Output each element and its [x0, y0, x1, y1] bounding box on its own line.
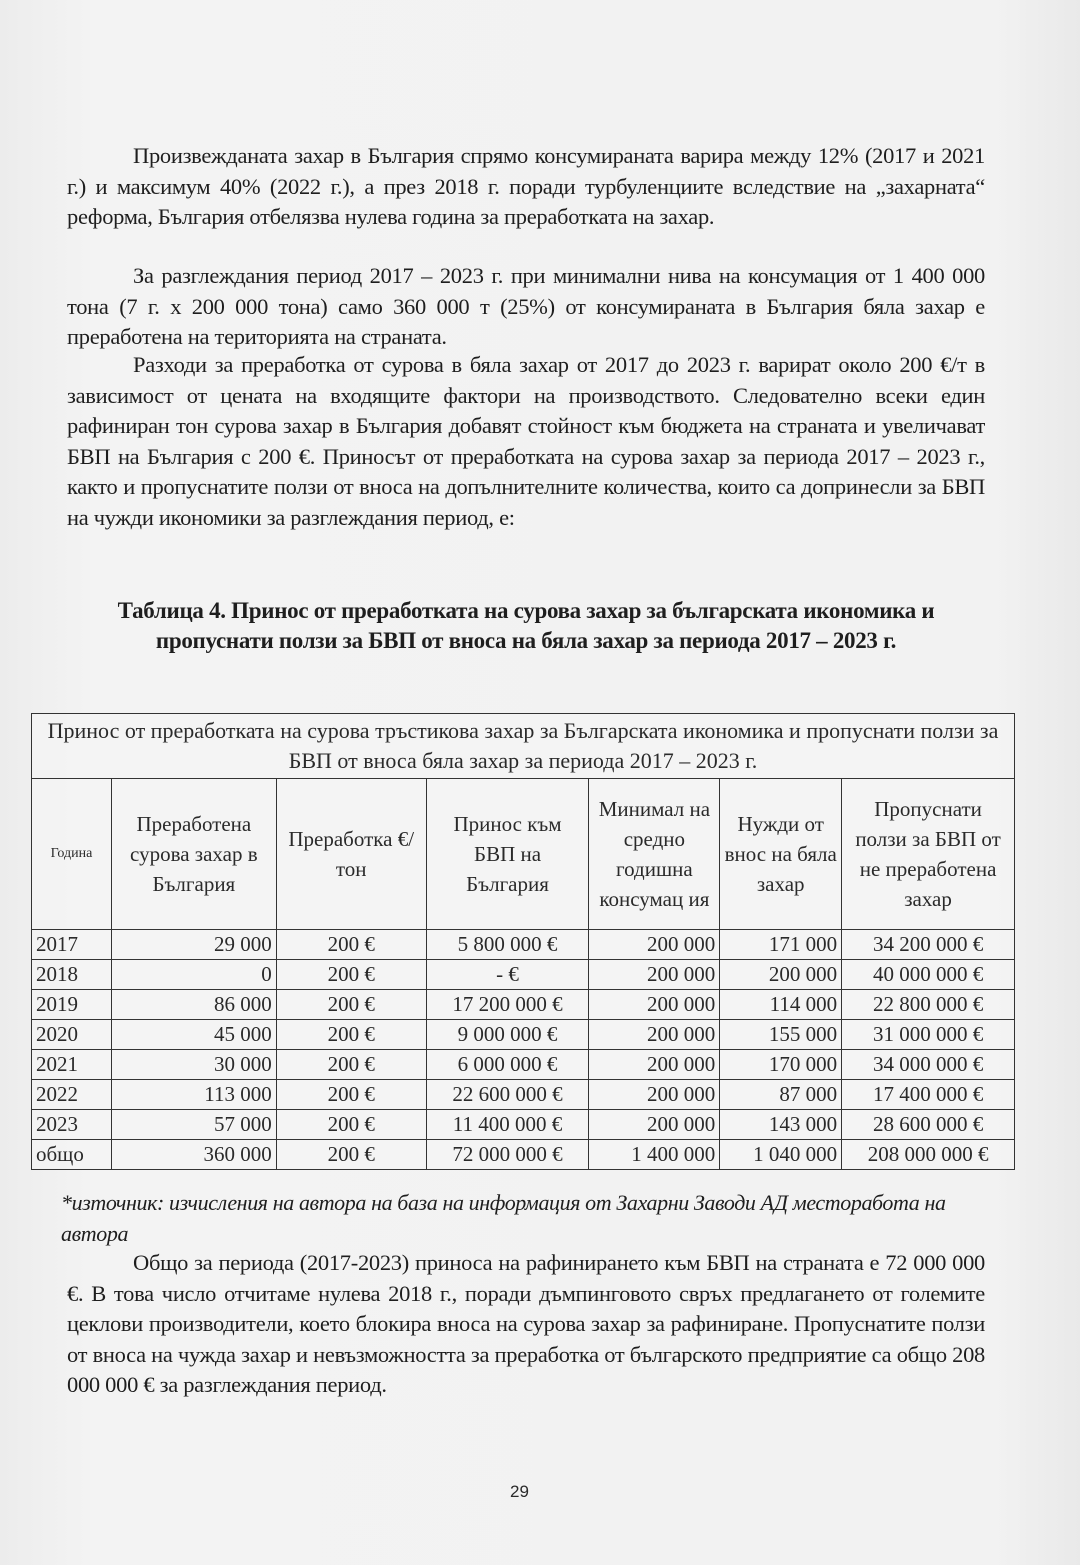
- column-header-import-needs: Нужди от внос на бяла захар: [720, 779, 842, 930]
- paragraph-text: Общо за периода (2017-2023) приноса на рафинирането към БВП на страната е 72 000 000 €. В това число отчитаме нулева 2018 г., поради дъмпинговото свръх предлагането от големите цеклови производители, което блокира вноса на сурова захар за рафиниране. Пропуснатите ползи от вноса на чужда захар и невъзможността за преработка от българското предприятие са общо 208 000 000 € за разглеждания период.: [67, 1250, 985, 1397]
- paragraph-processing-costs: [67, 350, 985, 533]
- cell-missed: 28 600 000 €: [842, 1110, 1015, 1140]
- cell-year: общо: [32, 1140, 112, 1170]
- cell-year: 2021: [32, 1050, 112, 1080]
- paragraph-consumption-period: [67, 261, 985, 353]
- cell-missed: 208 000 000 €: [842, 1140, 1015, 1170]
- cell-year: 2022: [32, 1080, 112, 1110]
- paragraph-text: Произвежданата захар в България спрямо консумираната варира между 12% (2017 и 2021 г.) и максимум 40% (2022 г.), а през 2018 г. поради турбуленциите вследствие на „захарната“ реформа, България отбелязва нулева година за преработката на захар.: [67, 143, 985, 229]
- cell-consumption: 200 000: [589, 1080, 720, 1110]
- paragraph-sugar-production: [67, 141, 985, 233]
- cell-year: 2018: [32, 960, 112, 990]
- column-header-gdp-contribution: Принос към БВП на България: [426, 779, 589, 930]
- cell-imports: 170 000: [720, 1050, 842, 1080]
- cell-processed: 113 000: [111, 1080, 276, 1110]
- cell-consumption: 200 000: [589, 930, 720, 960]
- table-row: [32, 1020, 1015, 1050]
- cell-cost: 200 €: [276, 1110, 426, 1140]
- cell-missed: 22 800 000 €: [842, 990, 1015, 1020]
- paragraph-text: За разглеждания период 2017 – 2023 г. при минимални нива на консумация от 1 400 000 тона (7 г. х 200 000 тона) само 360 000 т (25%) от консумираната в България бяла захар е преработена на територията на страната.: [67, 263, 985, 349]
- table-row: [32, 990, 1015, 1020]
- cell-consumption: 200 000: [589, 960, 720, 990]
- cell-consumption: 1 400 000: [589, 1140, 720, 1170]
- cell-missed: 40 000 000 €: [842, 960, 1015, 990]
- paragraph-summary: [67, 1248, 985, 1401]
- cell-imports: 1 040 000: [720, 1140, 842, 1170]
- cell-processed: 360 000: [111, 1140, 276, 1170]
- cell-year: 2023: [32, 1110, 112, 1140]
- column-header-missed-benefits: Пропуснати ползи за БВП от не преработена захар: [842, 779, 1015, 930]
- cell-gdp: 11 400 000 €: [426, 1110, 589, 1140]
- cell-consumption: 200 000: [589, 1050, 720, 1080]
- cell-missed: 17 400 000 €: [842, 1080, 1015, 1110]
- page-number: 29: [510, 1482, 529, 1501]
- cell-missed: 34 000 000 €: [842, 1050, 1015, 1080]
- cell-cost: 200 €: [276, 1080, 426, 1110]
- sugar-contribution-table: [31, 713, 1015, 1170]
- table-row: [32, 930, 1015, 960]
- cell-imports: 171 000: [720, 930, 842, 960]
- table-row: [32, 1050, 1015, 1080]
- table-title: Принос от преработката на сурова тръстикова захар за Българската икономика и пропуснати ползи за БВП от вноса бяла захар за периода 2017 – 2023 г.: [32, 714, 1015, 779]
- cell-consumption: 200 000: [589, 1020, 720, 1050]
- cell-year: 2020: [32, 1020, 112, 1050]
- cell-processed: 29 000: [111, 930, 276, 960]
- cell-processed: 45 000: [111, 1020, 276, 1050]
- cell-year: 2019: [32, 990, 112, 1020]
- cell-consumption: 200 000: [589, 1110, 720, 1140]
- column-header-year: Година: [32, 779, 112, 930]
- cell-imports: 114 000: [720, 990, 842, 1020]
- column-header-processed-raw-sugar: Преработена сурова захар в България: [111, 779, 276, 930]
- table-row: [32, 1080, 1015, 1110]
- cell-imports: 143 000: [720, 1110, 842, 1140]
- cell-cost: 200 €: [276, 960, 426, 990]
- column-header-min-consumption: Минимал на средно годишна консумац ия: [589, 779, 720, 930]
- cell-imports: 87 000: [720, 1080, 842, 1110]
- cell-gdp: 5 800 000 €: [426, 930, 589, 960]
- cell-cost: 200 €: [276, 1020, 426, 1050]
- cell-processed: 30 000: [111, 1050, 276, 1080]
- table-caption: Таблица 4. Принос от преработката на сурова захар за българската икономика и пропуснати ползи за БВП от вноса на бяла захар за периода 2017 – 2023 г.: [117, 598, 935, 653]
- paragraph-text: Разходи за преработка от сурова в бяла захар от 2017 до 2023 г. варират около 200 €/т в зависимост от цената на входящите фактори на производството. Следователно всеки един рафиниран тон сурова захар в България добавят стойност към бюджета на страната и увеличават БВП на България с 200 €. Приносът от преработката на сурова захар за периода 2017 – 2023 г., както и пропуснатите ползи от вноса на допълнителните количества, които са допринесли за БВП на чужди икономики за разглеждания период, е:: [67, 352, 985, 530]
- table-title-row: [32, 714, 1015, 779]
- cell-processed: 86 000: [111, 990, 276, 1020]
- cell-consumption: 200 000: [589, 990, 720, 1020]
- table-source-note: *източник: изчисления на автора на база на информация от Захарни Заводи АД месторабота на автора: [61, 1190, 946, 1246]
- cell-missed: 34 200 000 €: [842, 930, 1015, 960]
- cell-cost: 200 €: [276, 990, 426, 1020]
- table-row: [32, 960, 1015, 990]
- cell-cost: 200 €: [276, 930, 426, 960]
- cell-processed: 57 000: [111, 1110, 276, 1140]
- cell-gdp: - €: [426, 960, 589, 990]
- cell-gdp: 72 000 000 €: [426, 1140, 589, 1170]
- cell-year: 2017: [32, 930, 112, 960]
- column-header-processing-cost: Преработка €/тон: [276, 779, 426, 930]
- cell-cost: 200 €: [276, 1050, 426, 1080]
- cell-gdp: 9 000 000 €: [426, 1020, 589, 1050]
- table-row: [32, 1110, 1015, 1140]
- cell-missed: 31 000 000 €: [842, 1020, 1015, 1050]
- table-total-row: [32, 1140, 1015, 1170]
- cell-cost: 200 €: [276, 1140, 426, 1170]
- cell-imports: 155 000: [720, 1020, 842, 1050]
- cell-processed: 0: [111, 960, 276, 990]
- cell-gdp: 22 600 000 €: [426, 1080, 589, 1110]
- cell-gdp: 17 200 000 €: [426, 990, 589, 1020]
- cell-gdp: 6 000 000 €: [426, 1050, 589, 1080]
- table-header-row: [32, 779, 1015, 930]
- cell-imports: 200 000: [720, 960, 842, 990]
